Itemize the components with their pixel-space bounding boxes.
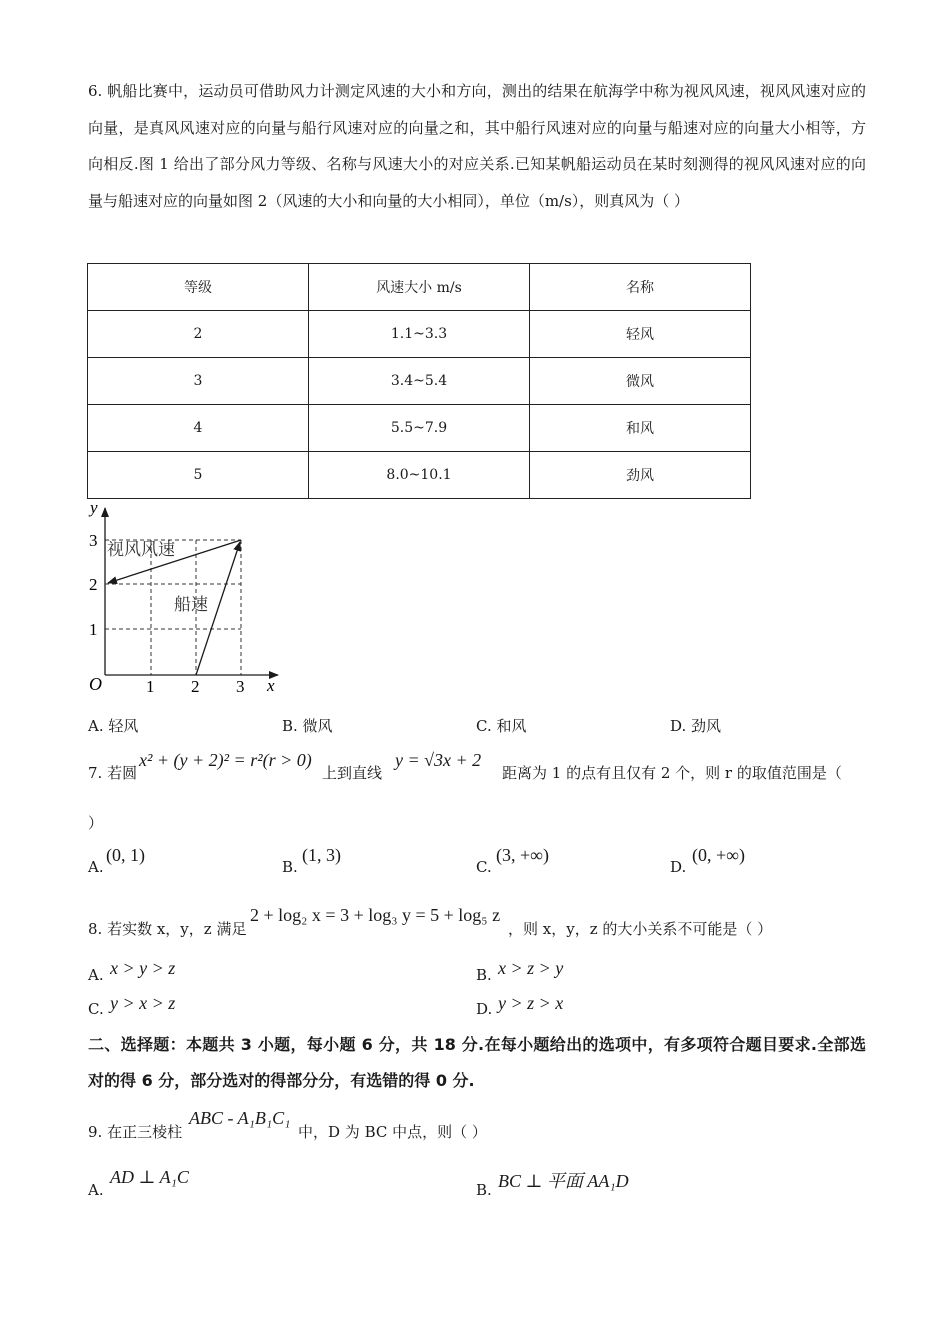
origin-label: O [89, 674, 102, 694]
q9-option-a-letter[interactable]: A. [88, 1181, 104, 1199]
q8-option-c-value: y > x > z [110, 993, 176, 1013]
q7-mid-text: 上到直线 [322, 764, 383, 782]
table-cell: 3 [88, 358, 309, 405]
q7-suffix: 距离为 1 的点有且仅有 2 个，则 r 的取值范围是（ [502, 764, 842, 782]
table-cell: 4 [88, 405, 309, 452]
x-axis-label: x [267, 676, 275, 695]
q7-option-a-value: (0, 1) [106, 845, 145, 865]
q6-option-d[interactable]: D. 劲风 [670, 717, 722, 735]
y-tick-label: 2 [89, 575, 98, 594]
x-tick-label: 3 [236, 677, 245, 696]
table-cell: 微风 [530, 358, 751, 405]
table-header-row [88, 264, 751, 311]
grid-lines [105, 540, 241, 675]
q9-option-a-value: AD ⊥ A₁C [110, 1167, 189, 1187]
y-tick-label: 3 [89, 531, 98, 550]
table-header-cell: 等级 [88, 264, 309, 311]
boat-speed-label: 船速 [174, 595, 208, 615]
q9-option-b-letter[interactable]: B. [476, 1181, 492, 1199]
q7-option-a-letter[interactable]: A. [88, 858, 104, 876]
table-cell: 3.4~5.4 [309, 358, 530, 405]
y-axis-label: y [90, 498, 98, 517]
q7-circle-equation: x² + (y + 2)² = r²(r > 0) [139, 750, 312, 770]
table-header-cell: 名称 [530, 264, 751, 311]
q8-equation: 2 + log₂ x = 3 + log₃ y = 5 + log₅ z [250, 905, 501, 925]
q6-option-a[interactable]: A. 轻风 [88, 717, 139, 735]
q6-option-b[interactable]: B. 微风 [282, 717, 333, 735]
q8-option-d-letter[interactable]: D. [476, 1000, 493, 1018]
q8-option-b-value: x > z > y [498, 958, 564, 978]
q9-prism: ABC - A₁B₁C₁ [189, 1108, 291, 1128]
table-cell: 8.0~10.1 [309, 452, 530, 499]
q8-suffix: ，则 x，y，z 的大小关系不可能是（ ） [508, 920, 773, 938]
wind-level-table [87, 263, 751, 499]
table-cell: 2 [88, 311, 309, 358]
table-row [88, 311, 751, 358]
q7-line-equation: y = √3x + 2 [395, 750, 482, 770]
q8-option-a-value: x > y > z [110, 958, 176, 978]
q7-prefix: 7. 若圆 [88, 764, 138, 782]
q8-option-c-letter[interactable]: C. [88, 1000, 104, 1018]
q8-option-b-letter[interactable]: B. [476, 966, 492, 984]
q8-option-d-value: y > z > x [498, 993, 564, 1013]
table-cell: 和风 [530, 405, 751, 452]
q9-option-b-value: BC ⊥ 平面 AA₁D [498, 1171, 629, 1191]
table-header-cell: 风速大小 m/s [309, 264, 530, 311]
table-cell: 1.1~3.3 [309, 311, 530, 358]
apparent-wind-label: 视风风速 [107, 540, 175, 560]
q7-close-paren: ） [88, 814, 104, 832]
q7-option-b-letter[interactable]: B. [282, 858, 298, 876]
table-row [88, 452, 751, 499]
table-row [88, 405, 751, 452]
q8-prefix: 8. 若实数 x，y，z 满足 [88, 920, 247, 938]
q7-option-b-value: (1, 3) [302, 845, 341, 865]
q6-stem: 6. 帆船比赛中，运动员可借助风力计测定风速的大小和方向，测出的结果在航海学中称为视风风速，视风风速对应的向量，是真风风速对应的向量与船行风速对应的向量之和，其中船行风速对应的向量与船速对应的向量大小相等，方向相反.图 1 给出了部分风力等级、名称与风速大小的对应关系.已知某帆船运动员在某时刻测得的视风风速对应的向量与船速对应的向量如图 2（风速的大小和向量的大小相同），单位（m/s），则真风为（ ） [88, 82, 866, 210]
x-tick-label: 2 [191, 677, 200, 696]
table-cell: 轻风 [530, 311, 751, 358]
q9-prefix: 9. 在正三棱柱 [88, 1123, 183, 1141]
vector-figure [80, 498, 290, 698]
y-tick-label: 1 [89, 620, 98, 639]
q7-option-c-value: (3, +∞) [496, 845, 549, 865]
section-2-heading: 二、选择题：本题共 3 小题，每小题 6 分，共 18 分.在每小题给出的选项中，有多项符合题目要求.全部选对的得 6 分，部分选对的得部分分，有选错的得 0 分. [88, 1035, 866, 1090]
q7-option-d-value: (0, +∞) [692, 845, 745, 865]
q7-option-c-letter[interactable]: C. [476, 858, 492, 876]
table-row [88, 358, 751, 405]
q6-option-c[interactable]: C. 和风 [476, 717, 527, 735]
q7-option-d-letter[interactable]: D. [670, 858, 687, 876]
x-tick-label: 1 [146, 677, 155, 696]
table-cell: 5.5~7.9 [309, 405, 530, 452]
table-cell: 劲风 [530, 452, 751, 499]
q8-option-a-letter[interactable]: A. [88, 966, 104, 984]
q9-suffix: 中，D 为 BC 中点，则（ ） [298, 1123, 487, 1141]
table-cell: 5 [88, 452, 309, 499]
